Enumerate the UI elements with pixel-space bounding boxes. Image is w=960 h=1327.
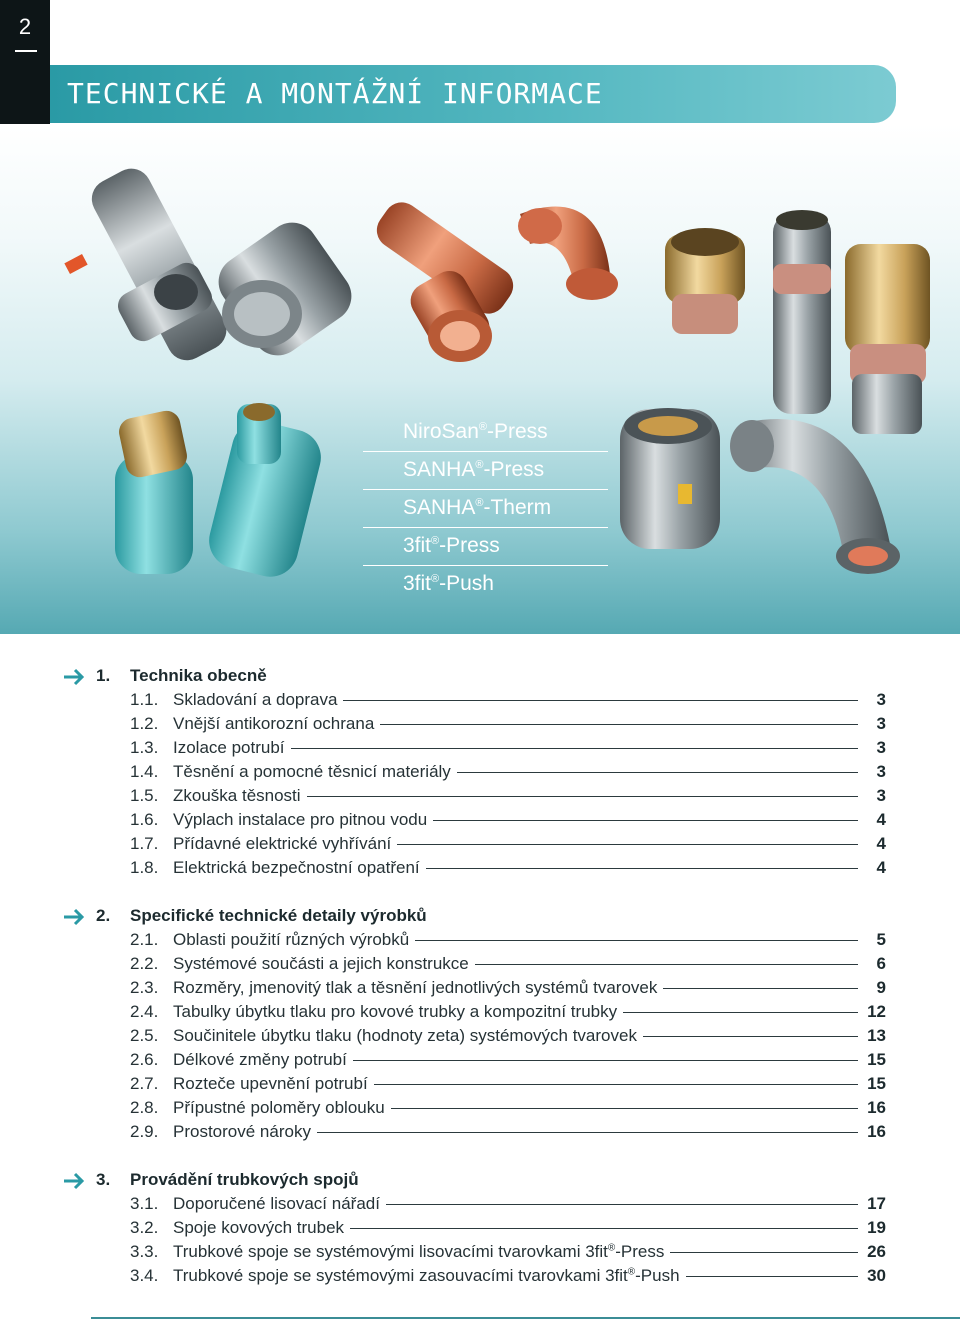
toc-entry[interactable]: 2.2. Systémové součásti a jejich konstrukce 6: [130, 954, 886, 973]
toc-entry[interactable]: 2.1. Oblasti použití různých výrobků 5: [130, 930, 886, 949]
page-number-rule: [15, 50, 37, 52]
steel-tee-fitting: [64, 162, 233, 368]
brand-item: [363, 528, 608, 566]
toc-page-number: 19: [867, 1218, 886, 1237]
toc-entry[interactable]: 1.4. Těsnění a pomocné těsnicí materiály 3: [130, 762, 886, 781]
toc-entry[interactable]: 1.8. Elektrická bezpečnostní opatření 4: [130, 858, 886, 877]
toc-entry[interactable]: 2.7. Rozteče upevnění potrubí 15: [130, 1074, 886, 1093]
toc-entry[interactable]: 1.7. Přídavné elektrické vyhřívání 4: [130, 834, 886, 853]
copper-elbow-fitting: [518, 207, 618, 301]
section-title: Provádění trubkových spojů: [130, 1170, 359, 1189]
dot-leader: [426, 868, 858, 869]
toc-entry[interactable]: 2.8. Přípustné poloměry oblouku 16: [130, 1098, 886, 1117]
toc-page-number: 17: [867, 1194, 886, 1213]
toc-page-number: 12: [867, 1002, 886, 1021]
brand-name: SANHA®-Press: [403, 458, 545, 481]
brand-item: [363, 490, 608, 528]
toc-page-number: 6: [876, 954, 886, 973]
dot-leader: [343, 700, 858, 701]
toc-page-number: 3: [876, 762, 886, 781]
arrow-right-icon: [62, 1171, 86, 1191]
title-bar: [50, 65, 896, 123]
dot-leader: [317, 1132, 858, 1133]
brand-list: [363, 414, 608, 603]
dot-leader: [457, 772, 858, 773]
brand-name: 3fit®-Push: [403, 572, 494, 595]
toc-page-number: 26: [867, 1242, 886, 1261]
dot-leader: [670, 1252, 858, 1253]
stainless-press-adapter: [620, 408, 720, 549]
toc-entry[interactable]: 3.2. Spoje kovových trubek 19: [130, 1218, 886, 1237]
toc-entry[interactable]: 1.2. Vnější antikorozní ochrana 3: [130, 714, 886, 733]
section-number: 1.: [96, 666, 111, 685]
toc-page-number: 5: [876, 930, 886, 949]
toc-entry[interactable]: 2.5. Součinitele úbytku tlaku (hodnoty zeta) systémových tvarovek 13: [130, 1026, 886, 1045]
brand-name: SANHA®-Therm: [403, 496, 552, 519]
toc-entry[interactable]: 3.4. Trubkové spoje se systémovými zasouvacími tvarovkami 3fit®-Push 30: [130, 1266, 886, 1285]
toc-page-number: 3: [876, 714, 886, 733]
toc-entry[interactable]: 1.5. Zkouška těsnosti 3: [130, 786, 886, 805]
toc-page-number: 3: [876, 690, 886, 709]
product-photo: [0, 124, 960, 634]
toc-page-number: 9: [876, 978, 886, 997]
dot-leader: [433, 820, 858, 821]
toc-entry[interactable]: 2.3. Rozměry, jmenovitý tlak a těsnění jednotlivých systémů tvarovek 9: [130, 978, 886, 997]
toc-page-number: 3: [876, 786, 886, 805]
toc-page-number: 15: [867, 1074, 886, 1093]
page-number: 2: [18, 14, 32, 39]
brass-threaded-fitting: [665, 228, 745, 334]
dot-leader: [291, 748, 858, 749]
section-title: Specifické technické detaily výrobků: [130, 906, 427, 925]
toc-page-number: 15: [867, 1050, 886, 1069]
toc-page-number: 16: [867, 1122, 886, 1141]
brand-name: 3fit®-Press: [403, 534, 500, 557]
toc-page-number: 4: [876, 858, 886, 877]
section-number: 3.: [96, 1170, 111, 1189]
toc-page-number: 16: [867, 1098, 886, 1117]
footer-rule: [91, 1317, 960, 1319]
arrow-right-icon: [62, 667, 86, 687]
composite-press-fitting: [773, 210, 831, 414]
toc-page-number: 4: [876, 810, 886, 829]
brand-item: [363, 414, 608, 452]
dot-leader: [397, 844, 858, 845]
dot-leader: [643, 1036, 858, 1037]
dot-leader: [350, 1228, 858, 1229]
brand-name: NiroSan®-Press: [403, 420, 548, 443]
brand-item: [363, 566, 608, 603]
arrow-right-icon: [62, 907, 86, 927]
toc-page-number: 4: [876, 834, 886, 853]
toc-entry[interactable]: 1.6. Výplach instalace pro pitnou vodu 4: [130, 810, 886, 829]
stainless-elbow-fitting: [730, 419, 900, 574]
teal-push-fitting: [115, 403, 327, 583]
dot-leader: [623, 1012, 858, 1013]
dot-leader: [391, 1108, 858, 1109]
brand-item: [363, 452, 608, 490]
toc-entry[interactable]: 3.1. Doporučené lisovací nářadí 17: [130, 1194, 886, 1213]
dot-leader: [415, 940, 858, 941]
steel-adapter-fitting: [208, 212, 361, 365]
dot-leader: [686, 1276, 858, 1277]
toc-entry[interactable]: 2.4. Tabulky úbytku tlaku pro kovové trubky a kompozitní trubky 12: [130, 1002, 886, 1021]
dot-leader: [380, 724, 858, 725]
section-number: 2.: [96, 906, 111, 925]
toc-entry[interactable]: 2.6. Délkové změny potrubí 15: [130, 1050, 886, 1069]
toc-entry[interactable]: 3.3. Trubkové spoje se systémovými lisovacími tvarovkami 3fit®-Press 26: [130, 1242, 886, 1261]
dot-leader: [475, 964, 858, 965]
toc-page-number: 30: [867, 1266, 886, 1285]
dot-leader: [353, 1060, 858, 1061]
toc-page-number: 3: [876, 738, 886, 757]
dot-leader: [307, 796, 858, 797]
toc-page-number: 13: [867, 1026, 886, 1045]
brass-female-fitting: [845, 244, 930, 434]
dot-leader: [374, 1084, 858, 1085]
page-title: TECHNICKÉ A MONTÁŽNÍ INFORMACE: [67, 77, 603, 110]
dot-leader: [386, 1204, 858, 1205]
toc-entry[interactable]: 1.3. Izolace potrubí 3: [130, 738, 886, 757]
section-title: Technika obecně: [130, 666, 267, 685]
toc-entry[interactable]: 1.1. Skladování a doprava 3: [130, 690, 886, 709]
copper-tee-fitting: [370, 195, 520, 363]
dot-leader: [663, 988, 858, 989]
toc-entry[interactable]: 2.9. Prostorové nároky 16: [130, 1122, 886, 1141]
